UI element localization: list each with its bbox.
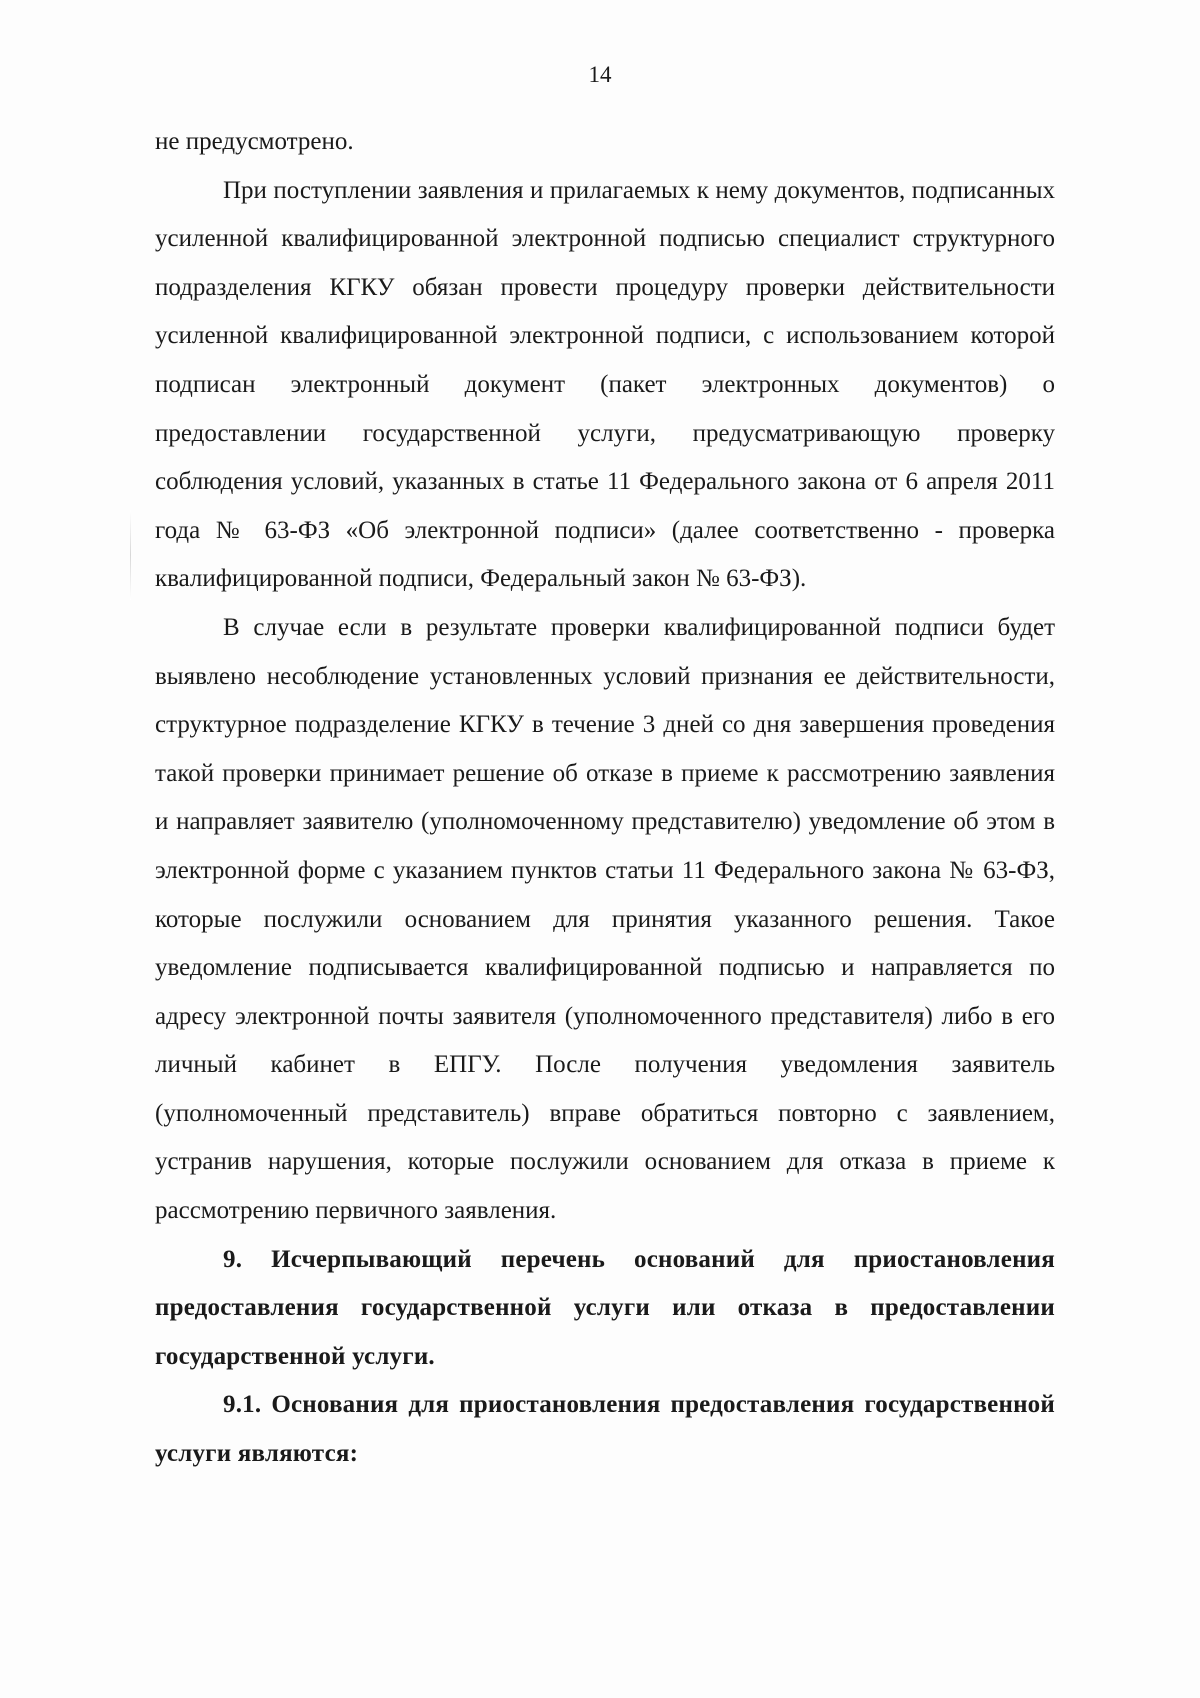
document-body bbox=[155, 118, 1055, 1479]
scan-artifact bbox=[130, 510, 131, 600]
section-heading-9: 9. Исчерпывающий перечень оснований для приостановления предоставления государственной услуги или отказа в предоставлении государственной услуги. bbox=[155, 1245, 1055, 1370]
paragraph-continuation: не предусмотрено. bbox=[155, 128, 354, 155]
page-number: 14 bbox=[588, 62, 612, 87]
paragraph-signature-verification: При поступлении заявления и прилагаемых к нему документов, подписанных усиленной квалифицированной электронной подписью специалист структурного подразделения КГКУ обязан провести процедуру проверки действительности усиленной квалифицированной электронной подписи, с использованием которой подписан электронный документ (пакет электронных документов) о предоставлении государственной услуги, предусматривающую проверку соблюдения условий, указанных в статье 11 Федерального закона от 6 апреля 2011 года № 63-ФЗ «Об электронной подписи» (далее соответственно - проверка квалифицированной подписи, Федеральный закон № 63-ФЗ). bbox=[155, 176, 1055, 593]
subsection-heading-9-1: 9.1. Основания для приостановления предоставления государственной услуги являются: bbox=[155, 1391, 1055, 1468]
paragraph-refusal-notice: В случае если в результате проверки квалифицированной подписи будет выявлено несоблюдение установленных условий признания ее действительности, структурное подразделение КГКУ в течение 3 дней со дня завершения проведения такой проверки принимает решение об отказе в приеме к рассмотрению заявления и направляет заявителю (уполномоченному представителю) уведомление об этом в электронной форме с указанием пунктов статьи 11 Федерального закона № 63-ФЗ, которые послужили основанием для принятия указанного решения. Такое уведомление подписывается квалифицированной подписью и направляется по адресу электронной почты заявителя (уполномоченного представителя) либо в его личный кабинет в ЕПГУ. После получения уведомления заявитель (уполномоченный представитель) вправе обратиться повторно с заявлением, устранив нарушения, которые послужили основанием для отказа в приеме к рассмотрению первичного заявления. bbox=[155, 613, 1055, 1225]
